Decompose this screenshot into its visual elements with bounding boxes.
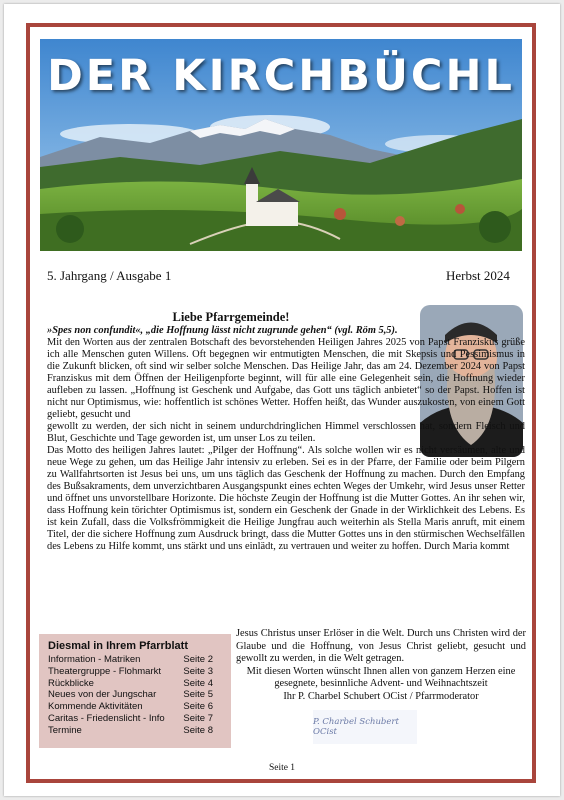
contents-label: Kommende Aktivitäten: [48, 701, 143, 713]
contents-label: Rückblicke: [48, 677, 94, 689]
contents-row: [39, 678, 231, 690]
handwritten-signature: P. Charbel Schubert OCist: [313, 710, 417, 744]
contents-label: Theatergruppe - Flohmarkt: [48, 665, 161, 677]
closing-text: [236, 628, 526, 704]
contents-label: Information - Matriken: [48, 654, 141, 665]
page-number: Seite 1: [268, 763, 296, 773]
contents-page: Seite 6: [183, 701, 213, 713]
contents-page: Seite 5: [183, 689, 213, 701]
issue-season: Herbst 2024: [446, 268, 510, 283]
article-paragraph: Mit den Worten aus der zentralen Botschaft des bevorstehenden Heiligen Jahres 2025 von Papst Franziskus grüße ich alle Menschen guten Willens. Oft begegnen wir entmutigten Menschen, die mit Skepsis und Pessimismus in die Zukunft blicken, oft sind wir selber solche Menschen. Das Heilige Jahr, das am 24. Dezember 2024 von Papst Franziskus mit dem Öffnen der Heiligenpforte beginnt, will für alle eine Gelegenheit sein, die Hoffnung wieder aufleben zu lassen. „Hoffnung ist Geschenk und Aufgabe, das Gott uns täglich anbietet“ so der Papst. Hoffen ist nicht nur Optimismus, wie: hoffentlich ist schönes Wetter. Hoffen heißt, das Wunder auszukosten, von einem Gott geliebt, gesucht und: [47, 337, 525, 420]
contents-label: Neues von der Jungschar: [48, 689, 157, 701]
newsletter-title: DER KIRCHBÜCHL: [47, 51, 515, 101]
contents-label: Caritas - Friedenslicht - Info: [48, 712, 165, 724]
contents-page: Seite 4: [183, 677, 213, 689]
contents-page: Seite 7: [183, 712, 213, 724]
contents-page: Seite 8: [183, 724, 213, 736]
contents-row: [39, 654, 231, 666]
article-quote: »Spes non confundit«, „die Hoffnung lässt nicht zugrunde gehen“ (vgl. Röm 5,5).: [47, 325, 398, 336]
contents-title: Diesmal in Ihrem Pfarrblatt: [48, 640, 188, 652]
contents-row: [39, 713, 231, 725]
closing-wishes: Mit diesen Worten wünscht Ihnen allen von ganzem Herzen eine gesegnete, besinnliche Advent- und Weihnachtszeit: [246, 665, 516, 690]
header-banner: [40, 39, 522, 251]
contents-label: Termine: [48, 724, 82, 736]
closing-paragraph: Jesus Christus unser Erlöser in die Welt. Durch uns Christen wird der Glaube und die Hoffnung, von Jesus Christ geliebt, gesucht und gewollt zu werden, in die Welt getragen.: [236, 628, 526, 665]
article-paragraph: gewollt zu werden, der sich nicht in seinem undurchdringlichen Himmel verschlossen hat, sondern Fleisch und Blut, Geschichte und Tage geworden ist, um unser Los zu teilen.: [47, 421, 525, 444]
contents-page: Seite 2: [183, 654, 213, 665]
editorial-article: [47, 310, 525, 553]
article-heading: Liebe Pfarrgemeinde!: [172, 310, 290, 324]
contents-row: [39, 725, 231, 737]
contents-row: [39, 701, 231, 713]
volume-issue: 5. Jahrgang / Ausgabe 1: [47, 268, 172, 283]
contents-row: [39, 666, 231, 678]
contents-page: Seite 3: [183, 665, 213, 677]
contents-row: [39, 689, 231, 701]
closing-author: Ihr P. Charbel Schubert OCist / Pfarrmoderator: [283, 690, 479, 702]
article-paragraph: Das Motto des heiligen Jahres lautet: „Pilger der Hoffnung“. Als solche wollen wir es nicht versäumen, alte und neue Wege zu gehen, um das Heilige Jahr intensiv zu erleben. Sei es in der Pfarre, der Familie oder beim Pilgern zu Wallfahrtsorten ist Jesus bei uns, um uns täglich das Geschenk der Hoffnung zu machen. Durch den Empfang des Bußsakraments, dem unverzichtbaren Ausgangspunkt eines echten Weges der Umkehr, wird Jesus unser Retter und öffnet uns unvorstellbare Horizonte. Die höchste Zeugin der Hoffnung ist die Mutter Gottes. An ihr sehen wir, dass Hoffnung kein törichter Optimismus ist, sondern ein Geschenk der Gnade in der Wirklichkeit des Lebens. Es ist kein Zufall, dass die Volksfrömmigkeit die Heilige Jungfrau auch weiterhin als Stella Maris anruft, mit einem Titel, der die sichere Hoffnung zum Ausdruck bringt, dass die Mutter Gottes uns in den stürmischen Wechselfällen des Lebens zu Hilfe kommt, uns stärkt und uns einlädt, zu vertrauen und weiter zu hoffen. Durch Maria kommt: [47, 445, 525, 552]
table-of-contents: [39, 634, 231, 748]
